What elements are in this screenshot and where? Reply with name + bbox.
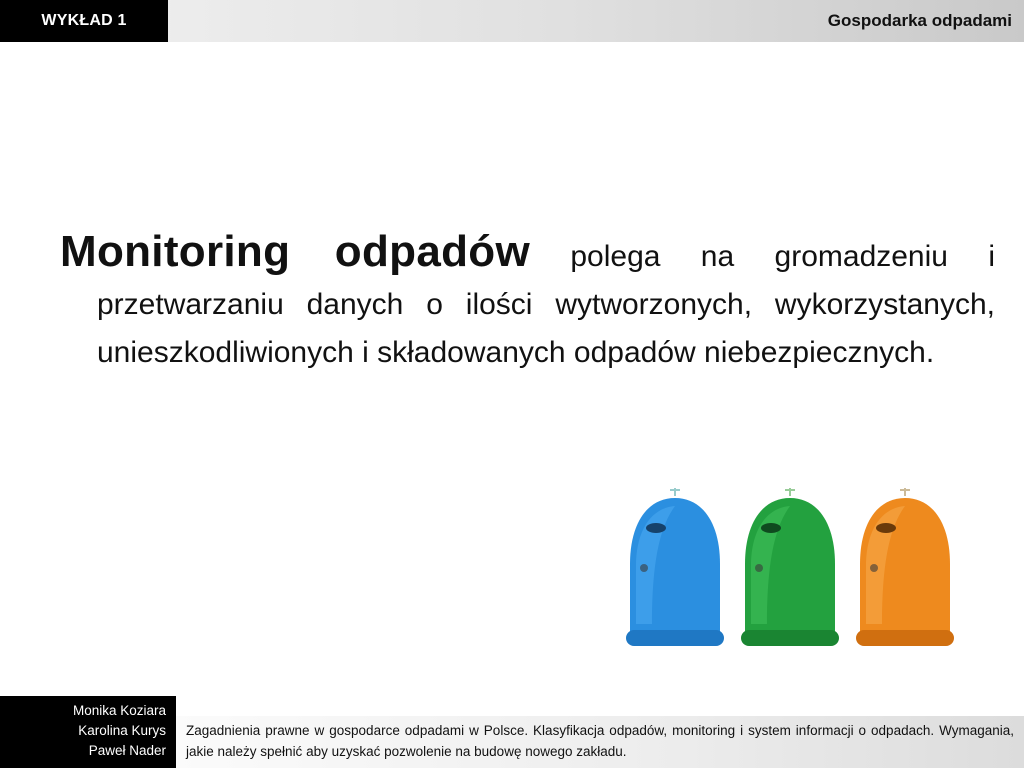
header-bar <box>0 0 1024 42</box>
recycling-bins-icon <box>622 484 958 656</box>
author-name: Monika Koziara <box>72 703 166 718</box>
blue-bin-icon <box>626 488 724 646</box>
footer-description: Zagadnienia prawne w gospodarce odpadami w Polsce. Klasyfikacja odpadów, monitoring i system informacji o odpadach. Wymagania, jakie należy spełnić aby uzyskać pozwolenie na budowę nowego zakładu. <box>176 716 1024 768</box>
green-bin-icon <box>741 488 839 646</box>
author-name: Karolina Kurys <box>78 723 166 738</box>
definition-text: polega na gromadzeniu i przetwarzaniu danych o ilości wytworzonych, wykorzystanych, unieszkodliwionych i składowanych odpadów niebezpiecznych. <box>97 240 995 369</box>
footer-authors <box>0 696 176 768</box>
slide-series-title: Gospodarka odpadami <box>827 11 1012 30</box>
recycling-bins-illustration <box>622 484 958 656</box>
orange-bin-icon <box>856 488 954 646</box>
definition-term: Monitoring odpadów <box>60 227 530 276</box>
lecture-badge: WYKŁAD 1 <box>0 0 168 42</box>
slide-body-text <box>60 228 995 377</box>
author-name: Paweł Nader <box>88 743 166 758</box>
